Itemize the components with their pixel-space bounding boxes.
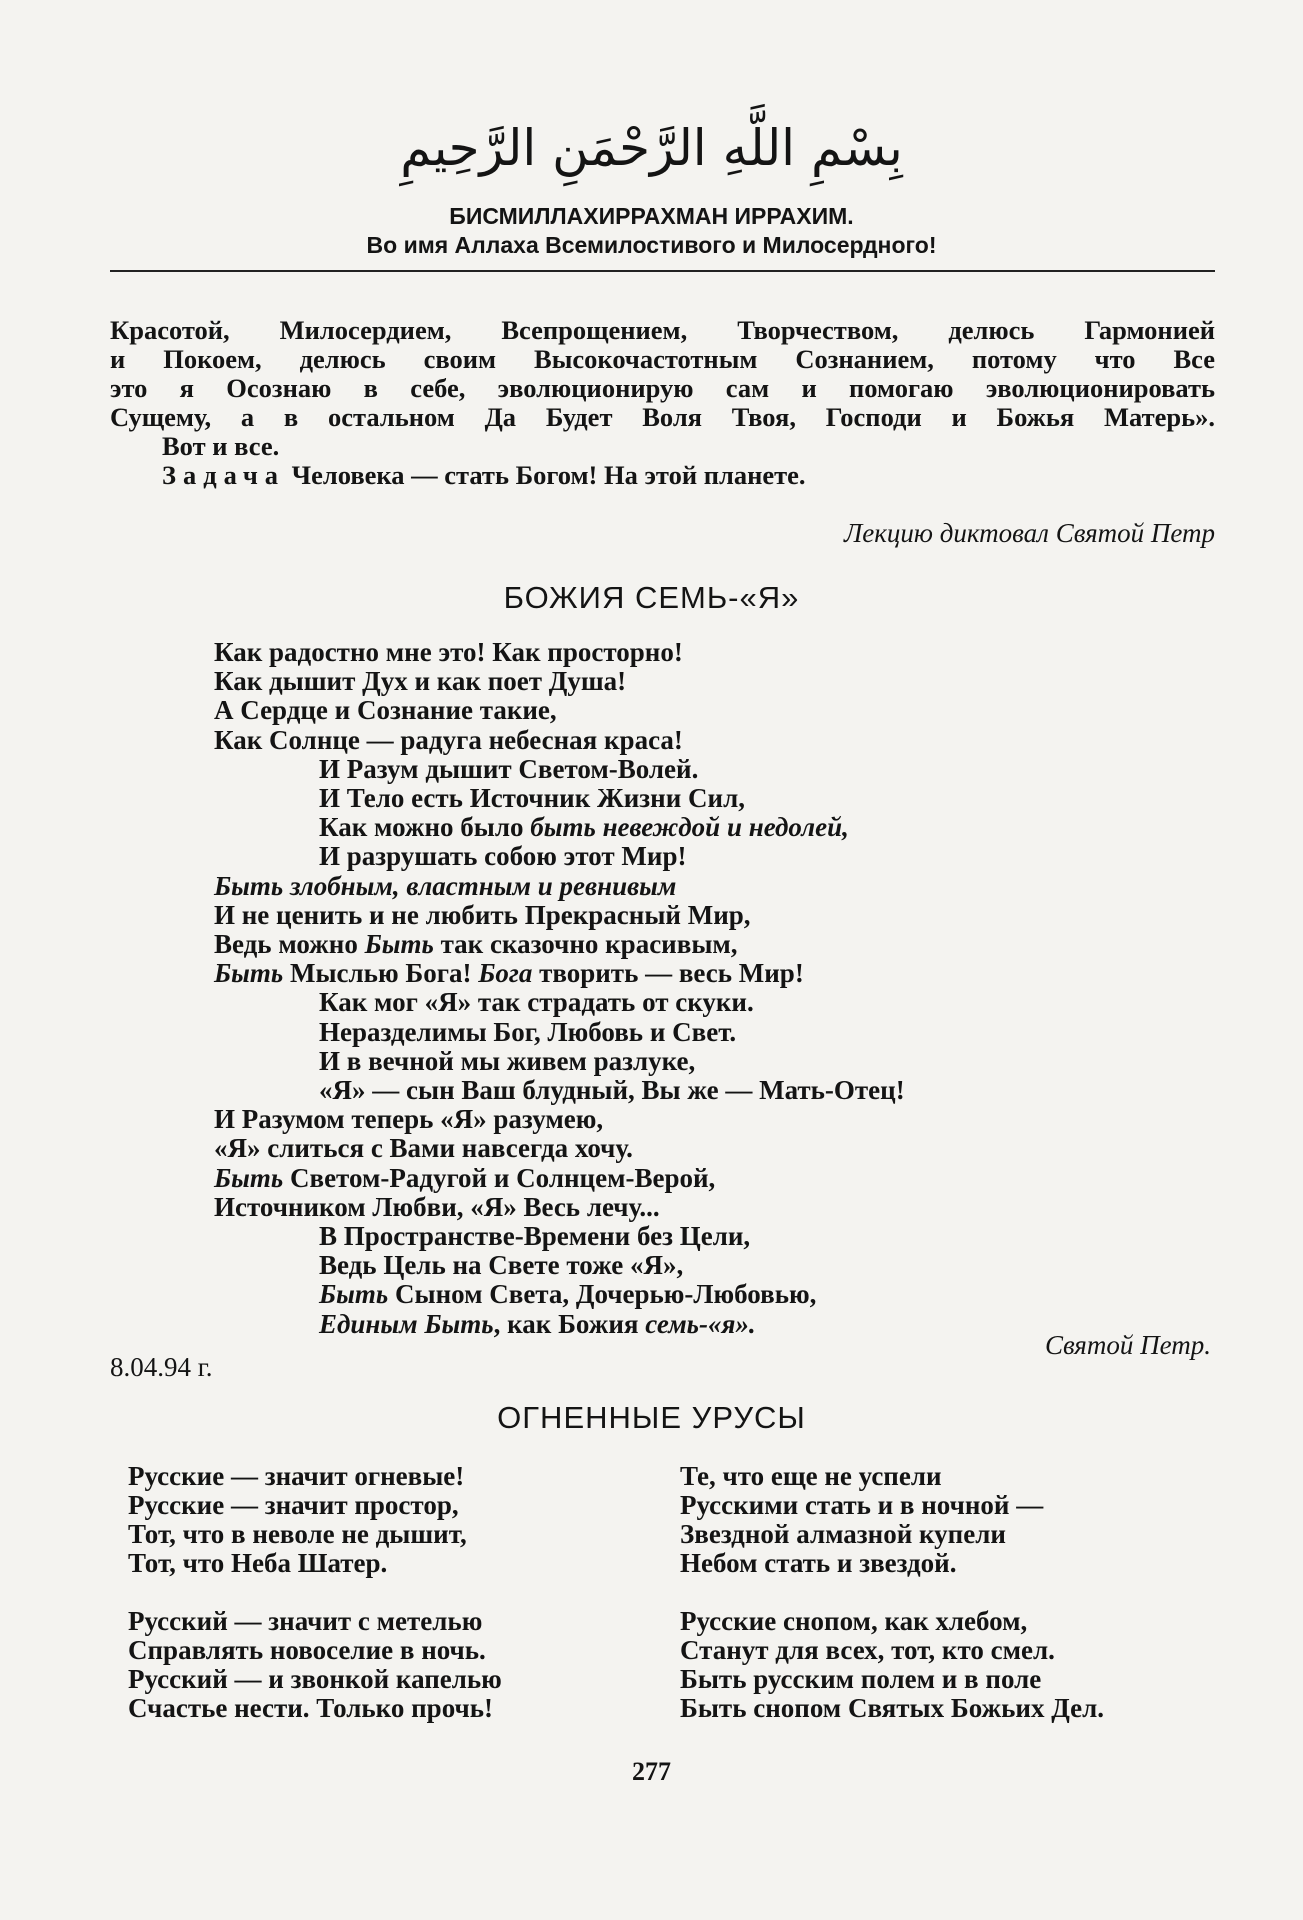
poem-line: Как Солнце — радуга небесная краса! <box>214 724 683 755</box>
poem-line: Источником Любви, «Я» Весь лечу... <box>214 1191 660 1222</box>
poem-line: Те, что еще не успели <box>680 1461 942 1491</box>
poem-line-part: , как Божия <box>493 1308 646 1339</box>
header-divider <box>110 270 1215 272</box>
poem-signature: Святой Петр. <box>1044 1330 1211 1360</box>
poem-line-emphasis: Быть <box>214 1162 284 1193</box>
poem-line: И Разумом теперь «Я» разумею, <box>214 1104 604 1135</box>
poem-line <box>214 1280 1114 1309</box>
poem-line-emphasis: быть невеждой и недолей, <box>530 812 849 843</box>
poem-line: И разрушать собою этот Мир! <box>319 841 687 872</box>
poem-line: И не ценить и не любить Прекрасный Мир, <box>214 899 751 930</box>
poem-line: Русские снопом, как хлебом, <box>680 1606 1028 1636</box>
arabic-basmala-calligraphy: بِسْمِ اللَّهِ الرَّحْمَنِ الرَّحِيمِ <box>400 119 903 177</box>
intro-line: это я Осознаю в себе, эволюционирую сам и помогаю эволюционировать <box>110 373 1215 403</box>
poem-line: Счастье нести. Только прочь! <box>128 1693 493 1723</box>
poem-line-emphasis: семь-«я». <box>645 1308 756 1339</box>
poem-line-part: Как можно было <box>319 812 531 843</box>
poem-line: А Сердце и Сознание такие, <box>214 695 557 726</box>
poem-line <box>214 1310 1114 1339</box>
poem-line <box>214 813 1114 842</box>
poem-line: В Пространстве-Времени без Цели, <box>319 1221 751 1252</box>
poem-column-left <box>128 1462 668 1723</box>
poem-line-part: так сказочно красивым, <box>433 929 738 960</box>
poem-line: Как дышит Дух и как поет Душа! <box>214 666 627 697</box>
poem-line: Неразделимы Бог, Любовь и Свет. <box>319 1016 737 1047</box>
poem-line: Звездной алмазной купели <box>680 1519 1006 1549</box>
poem-line: Тот, что Неба Шатер. <box>128 1548 388 1578</box>
poem-line: Тот, что в неволе не дышит, <box>128 1519 467 1549</box>
poem-line <box>214 959 1114 988</box>
poem-line-emphasis: Быть <box>364 929 434 960</box>
poem-line-part: Мыслью Бога! <box>283 958 479 989</box>
intro-line: Сущему, а в остальном Да Будет Воля Твоя, Господи и Божья Матерь». <box>110 402 1215 432</box>
poem-line: Справлять новоселие в ночь. <box>128 1635 486 1665</box>
poem-line-part: Ведь можно <box>214 929 365 960</box>
header-transliteration: БИСМИЛЛАХИРРАХМАН ИРРАХИМ. <box>449 203 854 229</box>
poem-body <box>214 638 1114 1339</box>
poem-line: Небом стать и звездой. <box>680 1548 957 1578</box>
poem-line: Как мог «Я» так страдать от скуки. <box>319 987 754 1018</box>
poem-line: Русский — и звонкой капелью <box>128 1664 502 1694</box>
intro-line <box>110 461 1215 490</box>
poem-line-emphasis: Быть злобным, властным и ревнивым <box>214 870 677 901</box>
stanza-gap <box>128 1578 668 1607</box>
page-number: 277 <box>632 1757 671 1786</box>
poem-line: Русскими стать и в ночной — <box>680 1490 1044 1520</box>
intro-line: и Покоем, делюсь своим Высокочастотным Сознанием, потому что Все <box>110 344 1215 374</box>
poem-line: Быть снопом Святых Божьих Дел. <box>680 1693 1104 1723</box>
poem-title: ОГНЕННЫЕ УРУСЫ <box>497 1400 806 1435</box>
poem-line: И в вечной мы живем разлуке, <box>319 1045 696 1076</box>
poem-date: 8.04.94 г. <box>110 1352 213 1382</box>
poem-line <box>214 1164 1114 1193</box>
poem-line: Станут для всех, тот, кто смел. <box>680 1635 1055 1665</box>
poem-column-right <box>680 1462 1220 1723</box>
poem-line <box>214 872 1114 901</box>
poem-title: БОЖИЯ СЕМЬ-«Я» <box>503 580 800 615</box>
stanza-gap <box>680 1578 1220 1607</box>
header-translation: Во имя Аллаха Всемилостивого и Милосердного! <box>366 232 937 258</box>
poem-line-emphasis: Единым Быть <box>319 1308 494 1339</box>
poem-line: «Я» слиться с Вами навсегда хочу. <box>214 1133 633 1164</box>
intro-line-rest: Человека — стать Богом! На этой планете. <box>285 460 806 490</box>
poem-line: «Я» — сын Ваш блудный, Вы же — Мать-Отец! <box>319 1075 905 1106</box>
spaced-word: Задача <box>162 460 286 490</box>
poem-line-part: Сыном Света, Дочерью-Любовью, <box>388 1279 817 1310</box>
intro-line: Вот и все. <box>162 431 280 461</box>
poem-line: Русский — значит с метелью <box>128 1606 483 1636</box>
poem-line: Быть русским полем и в поле <box>680 1664 1042 1694</box>
poem-line-emphasis: Бога <box>478 958 533 989</box>
poem-line-part: Светом-Радугой и Солнцем-Верой, <box>283 1162 716 1193</box>
poem-line: И Разум дышит Светом-Волей. <box>319 753 699 784</box>
intro-paragraph <box>110 316 1215 490</box>
poem-line-emphasis: Быть <box>319 1279 389 1310</box>
poem-line-part: творить — весь Мир! <box>532 958 804 989</box>
poem-line: Как радостно мне это! Как просторно! <box>214 637 683 667</box>
poem-line: Русские — значит простор, <box>128 1490 459 1520</box>
intro-line: Красотой, Милосердием, Всепрощением, Творчеством, делюсь Гармонией <box>110 315 1215 345</box>
poem-line: Русские — значит огневые! <box>128 1461 465 1491</box>
poem-line: Ведь Цель на Свете тоже «Я», <box>319 1250 684 1281</box>
poem-line <box>214 930 1114 959</box>
lecture-attribution: Лекцию диктовал Святой Петр <box>844 518 1215 548</box>
poem-line-emphasis: Быть <box>214 958 284 989</box>
poem-line: И Тело есть Источник Жизни Сил, <box>319 783 745 814</box>
